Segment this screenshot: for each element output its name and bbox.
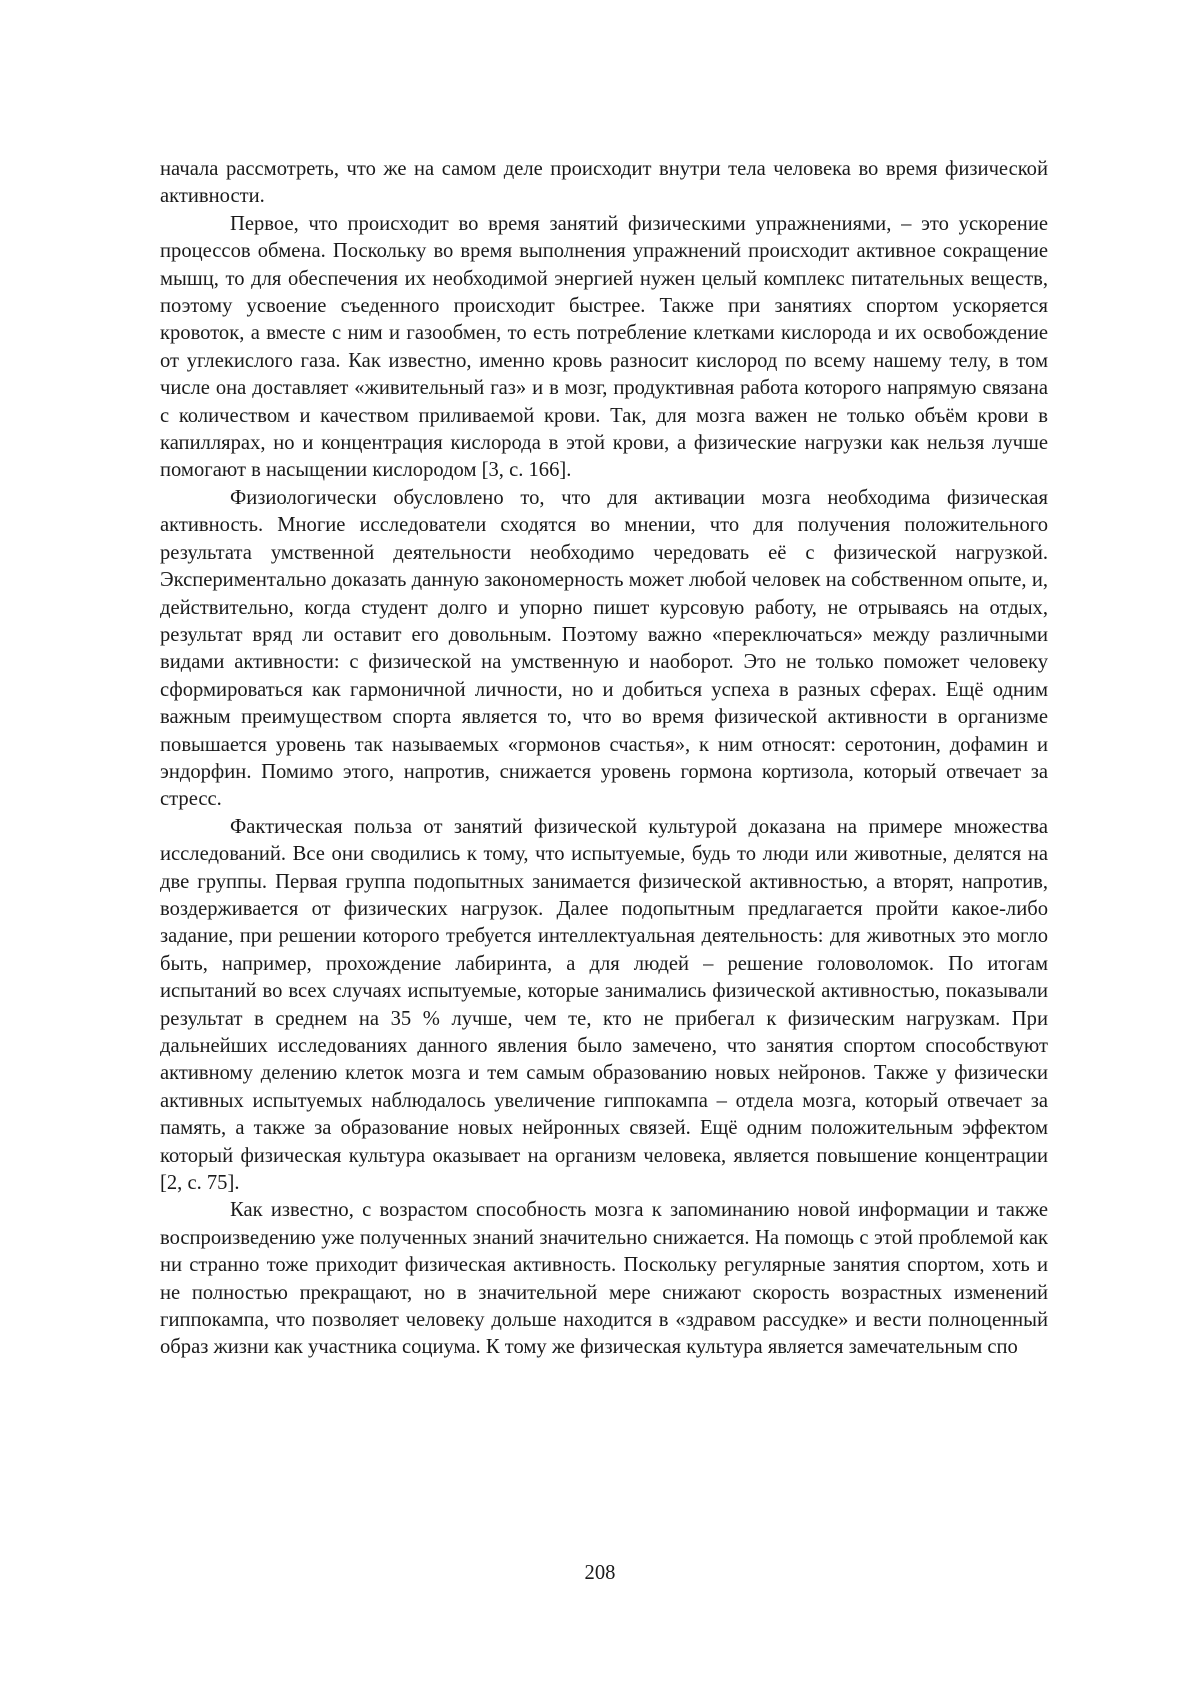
paragraph-3: Физиологически обусловлено то, что для активации мозга необходима физическая активность. Многие исследователи сходятся во мнении, что для получения положительного результата умственной деятельности необходимо чередовать её с физической нагрузкой. Экспериментально доказать данную закономерность может любой человек на собственном опыте, и, действительно, когда студент долго и упорно пишет курсовую работу, не отрываясь на отдых, результат вряд ли оставит его довольным. Поэтому важно «переключаться» между различными видами активности: с физической на умственную и наоборот. Это не только поможет человеку сформироваться как гармоничной личности, но и добиться успеха в разных сферах. Ещё одним важным преимуществом спорта является то, что во время физической активности в организме повышается уровень так называемых «гормонов счастья», к ним относят: серотонин, дофамин и эндорфин. Помимо этого, напротив, снижается уровень гормона кортизола, который отвечает за стресс. <box>160 486 1048 811</box>
paragraph-2: Первое, что происходит во время занятий физическими упражнениями, – это ускорение процессов обмена. Поскольку во время выполнения упражнений происходит активное сокращение мышц, то для обеспечения их необходимой энергией нужен целый комплекс питательных веществ, поэтому усвоение съеденного происходит быстрее. Также при занятиях спортом ускоряется кровоток, а вместе с ним и газообмен, то есть потребление клетками кислорода и их освобождение от углекислого газа. Как известно, именно кровь разносит кислород по всему нашему телу, в том числе она доставляет «живительный газ» и в мозг, продуктивная работа которого напрямую связана с количеством и качеством приливаемой крови. Так, для мозга важен не только объём крови в капиллярах, но и концентрация кислорода в этой крови, а физические нагрузки как нельзя лучше помогают в насыщении кислородом [3, с. 166]. <box>160 212 1048 482</box>
paragraph-1: начала рассмотреть, что же на самом деле происходит внутри тела человека во время физической активности. <box>160 158 1048 208</box>
document-body <box>160 156 1048 1362</box>
paragraph-5: Как известно, с возрастом способность мозга к запоминанию новой информации и также воспроизведению уже полученных знаний значительно снижается. На помощь с этой проблемой как ни странно тоже приходит физическая активность. Поскольку регулярные занятия спортом, хоть и не полностью прекращают, но в значительной мере снижают скорость возрастных изменений гиппокампа, что позволяет человеку дольше находится в «здравом рассудке» и вести полноценный образ жизни как участника социума. К тому же физическая культура является замечательным спо <box>160 1199 1048 1359</box>
page-number: 208 <box>584 1562 616 1584</box>
paragraph-4: Фактическая польза от занятий физической культурой доказана на примере множества исследований. Все они сводились к тому, что испытуемые, будь то люди или животные, делятся на две группы. Первая группа подопытных занимается физической активностью, а вторят, напротив, воздерживается от физических нагрузок. Далее подопытным предлагается пройти какое-либо задание, при решении которого требуется интеллектуальная деятельность: для животных это могло быть, например, прохождение лабиринта, а для людей – решение головоломок. По итогам испытаний во всех случаях испытуемые, которые занимались физической активностью, показывали результат в среднем на 35 % лучше, чем те, кто не прибегал к физическим нагрузкам. При дальнейших исследованиях данного явления было замечено, что занятия спортом способствуют активному делению клеток мозга и тем самым образованию новых нейронов. Также у физически активных испытуемых наблюдалось увеличение гиппокампа – отдела мозга, который отвечает за память, а также за образование новых нейронных связей. Ещё одним положительным эффектом который физическая культура оказывает на организм человека, является повышение концентрации [2, с. 75]. <box>160 815 1048 1195</box>
